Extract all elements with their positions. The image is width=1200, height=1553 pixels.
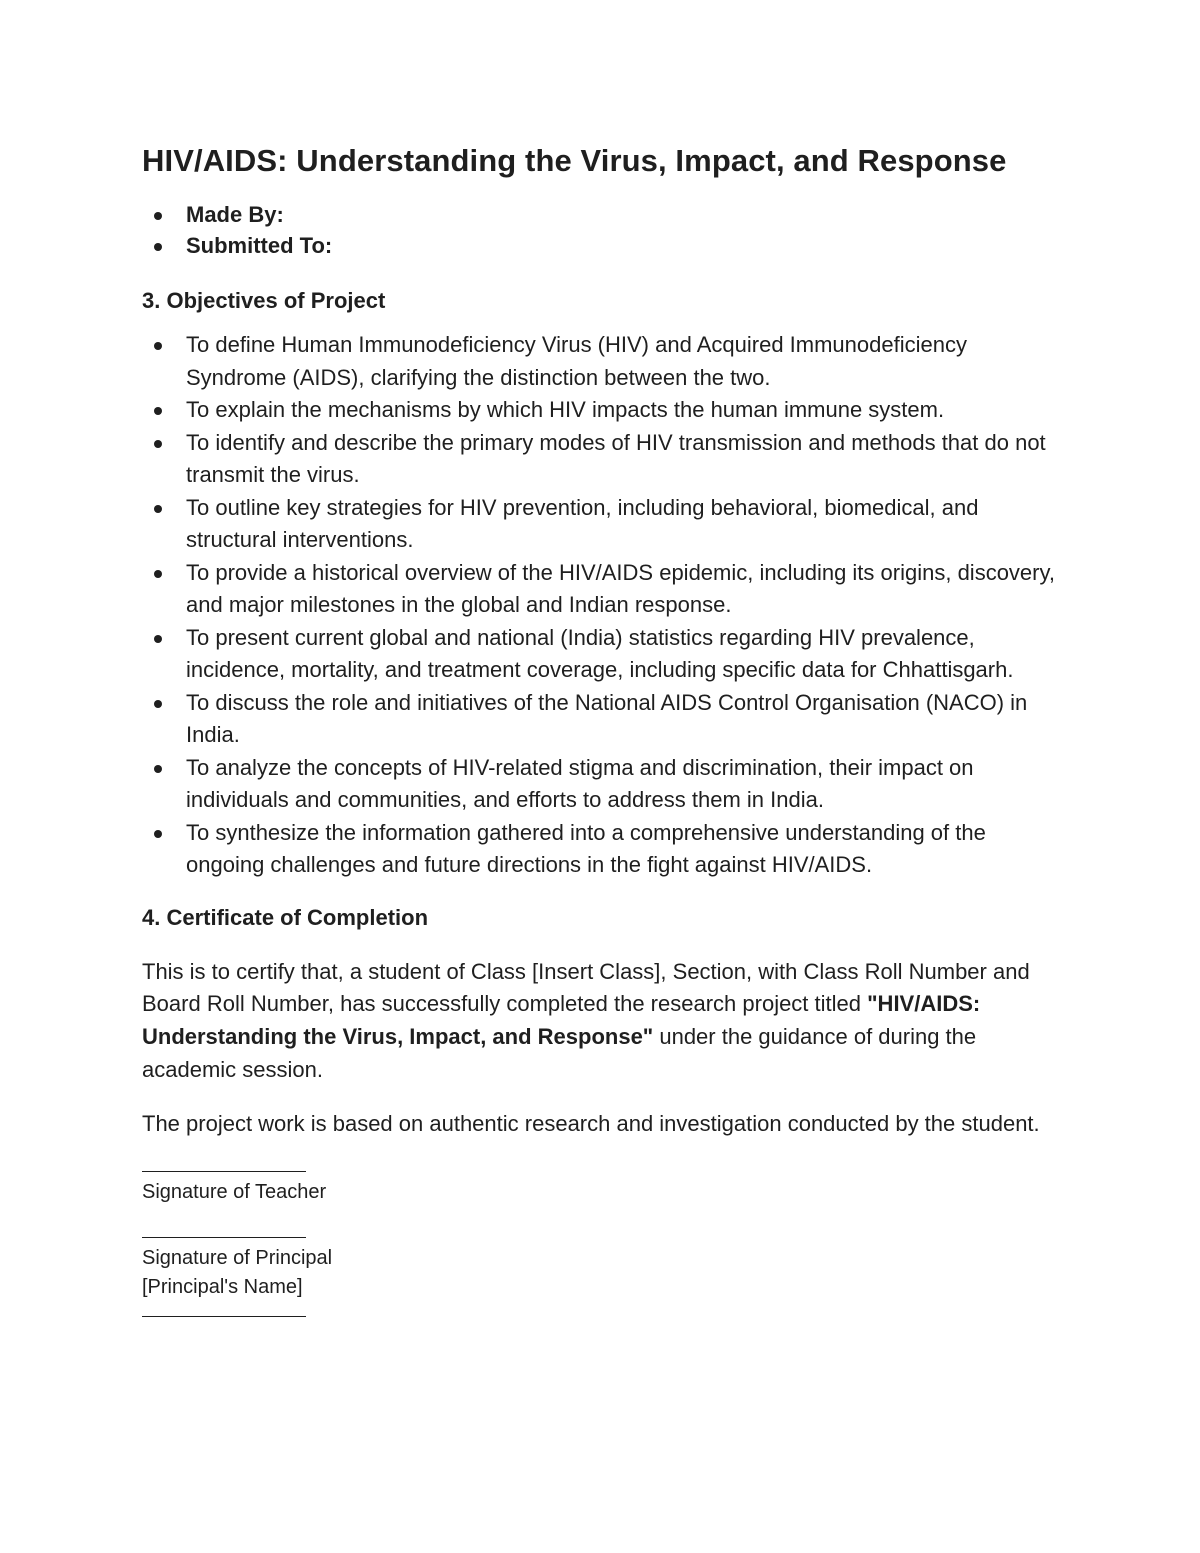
list-item	[142, 622, 1070, 687]
objective-text: To provide a historical overview of the HIV/AIDS epidemic, including its origins, discovery, and major milestones in the global and Indian response.	[186, 559, 1055, 617]
bullet-icon	[154, 700, 162, 708]
list-item	[142, 687, 1070, 752]
certificate-text-start: This is to certify that, a student of Class [Insert Class], Section, with Class Roll Number and Board Roll Number, has successfully completed the research project titled	[142, 958, 1030, 1017]
objective-text: To analyze the concepts of HIV-related stigma and discrimination, their impact on individuals and communities, and efforts to address them in India.	[186, 754, 974, 812]
bullet-icon	[154, 342, 162, 350]
project-title-bold: "HIV/AIDS: Understanding the Virus, Impact, and Response"	[142, 991, 981, 1049]
objectives-heading: 3. Objectives of Project	[142, 288, 386, 313]
objective-text: To identify and describe the primary modes of HIV transmission and methods that do not transmit the virus.	[186, 429, 1046, 487]
list-item	[142, 329, 1070, 394]
list-item	[142, 492, 1070, 557]
meta-item-made-by	[142, 199, 1070, 230]
bullet-icon	[154, 570, 162, 578]
objectives-list	[142, 329, 1070, 882]
bullet-icon	[154, 440, 162, 448]
signature-principal-label: Signature of Principal	[142, 1247, 333, 1270]
certificate-paragraph-2: The project work is based on authentic research and investigation conducted by the student.	[142, 1111, 1040, 1137]
bullet-icon	[154, 243, 162, 251]
signature-line-teacher	[142, 1171, 306, 1172]
meta-list	[142, 199, 1070, 261]
list-item	[142, 394, 1070, 427]
bullet-icon	[154, 765, 162, 773]
signature-teacher-label: Signature of Teacher	[142, 1181, 327, 1204]
signature-line-extra	[142, 1316, 306, 1317]
objective-text: To define Human Immunodeficiency Virus (HIV) and Acquired Immunodeficiency Syndrome (AIDS), clarifying the distinction between the two.	[186, 332, 967, 390]
bullet-icon	[154, 407, 162, 415]
bullet-icon	[154, 505, 162, 513]
certificate-paragraph	[142, 956, 1042, 1087]
meta-label: Submitted To:	[186, 233, 333, 258]
signature-line-principal	[142, 1237, 306, 1238]
objective-text: To explain the mechanisms by which HIV impacts the human immune system.	[186, 397, 945, 422]
bullet-icon	[154, 830, 162, 838]
bullet-icon	[154, 212, 162, 220]
signature-block	[142, 1171, 1070, 1317]
meta-label: Made By:	[186, 202, 284, 227]
meta-item-submitted-to	[142, 230, 1070, 261]
certificate-heading: 4. Certificate of Completion	[142, 904, 429, 930]
objective-text: To discuss the role and initiatives of the National AIDS Control Organisation (NACO) in India.	[186, 689, 1028, 747]
list-item	[142, 427, 1070, 492]
certificate-text-end: under the guidance of during the academic session.	[142, 1023, 977, 1082]
list-item	[142, 752, 1070, 817]
list-item	[142, 817, 1070, 882]
objective-text: To present current global and national (India) statistics regarding HIV prevalence, incidence, mortality, and treatment coverage, including specific data for Chhattisgarh.	[186, 624, 1014, 682]
objective-text: To synthesize the information gathered into a comprehensive understanding of the ongoing challenges and future directions in the fight against HIV/AIDS.	[186, 819, 986, 877]
bullet-icon	[154, 635, 162, 643]
list-item	[142, 557, 1070, 622]
objective-text: To outline key strategies for HIV prevention, including behavioral, biomedical, and structural interventions.	[186, 494, 979, 552]
document-title: HIV/AIDS: Understanding the Virus, Impact, and Response	[142, 143, 1007, 178]
principal-name: [Principal's Name]	[142, 1276, 303, 1299]
